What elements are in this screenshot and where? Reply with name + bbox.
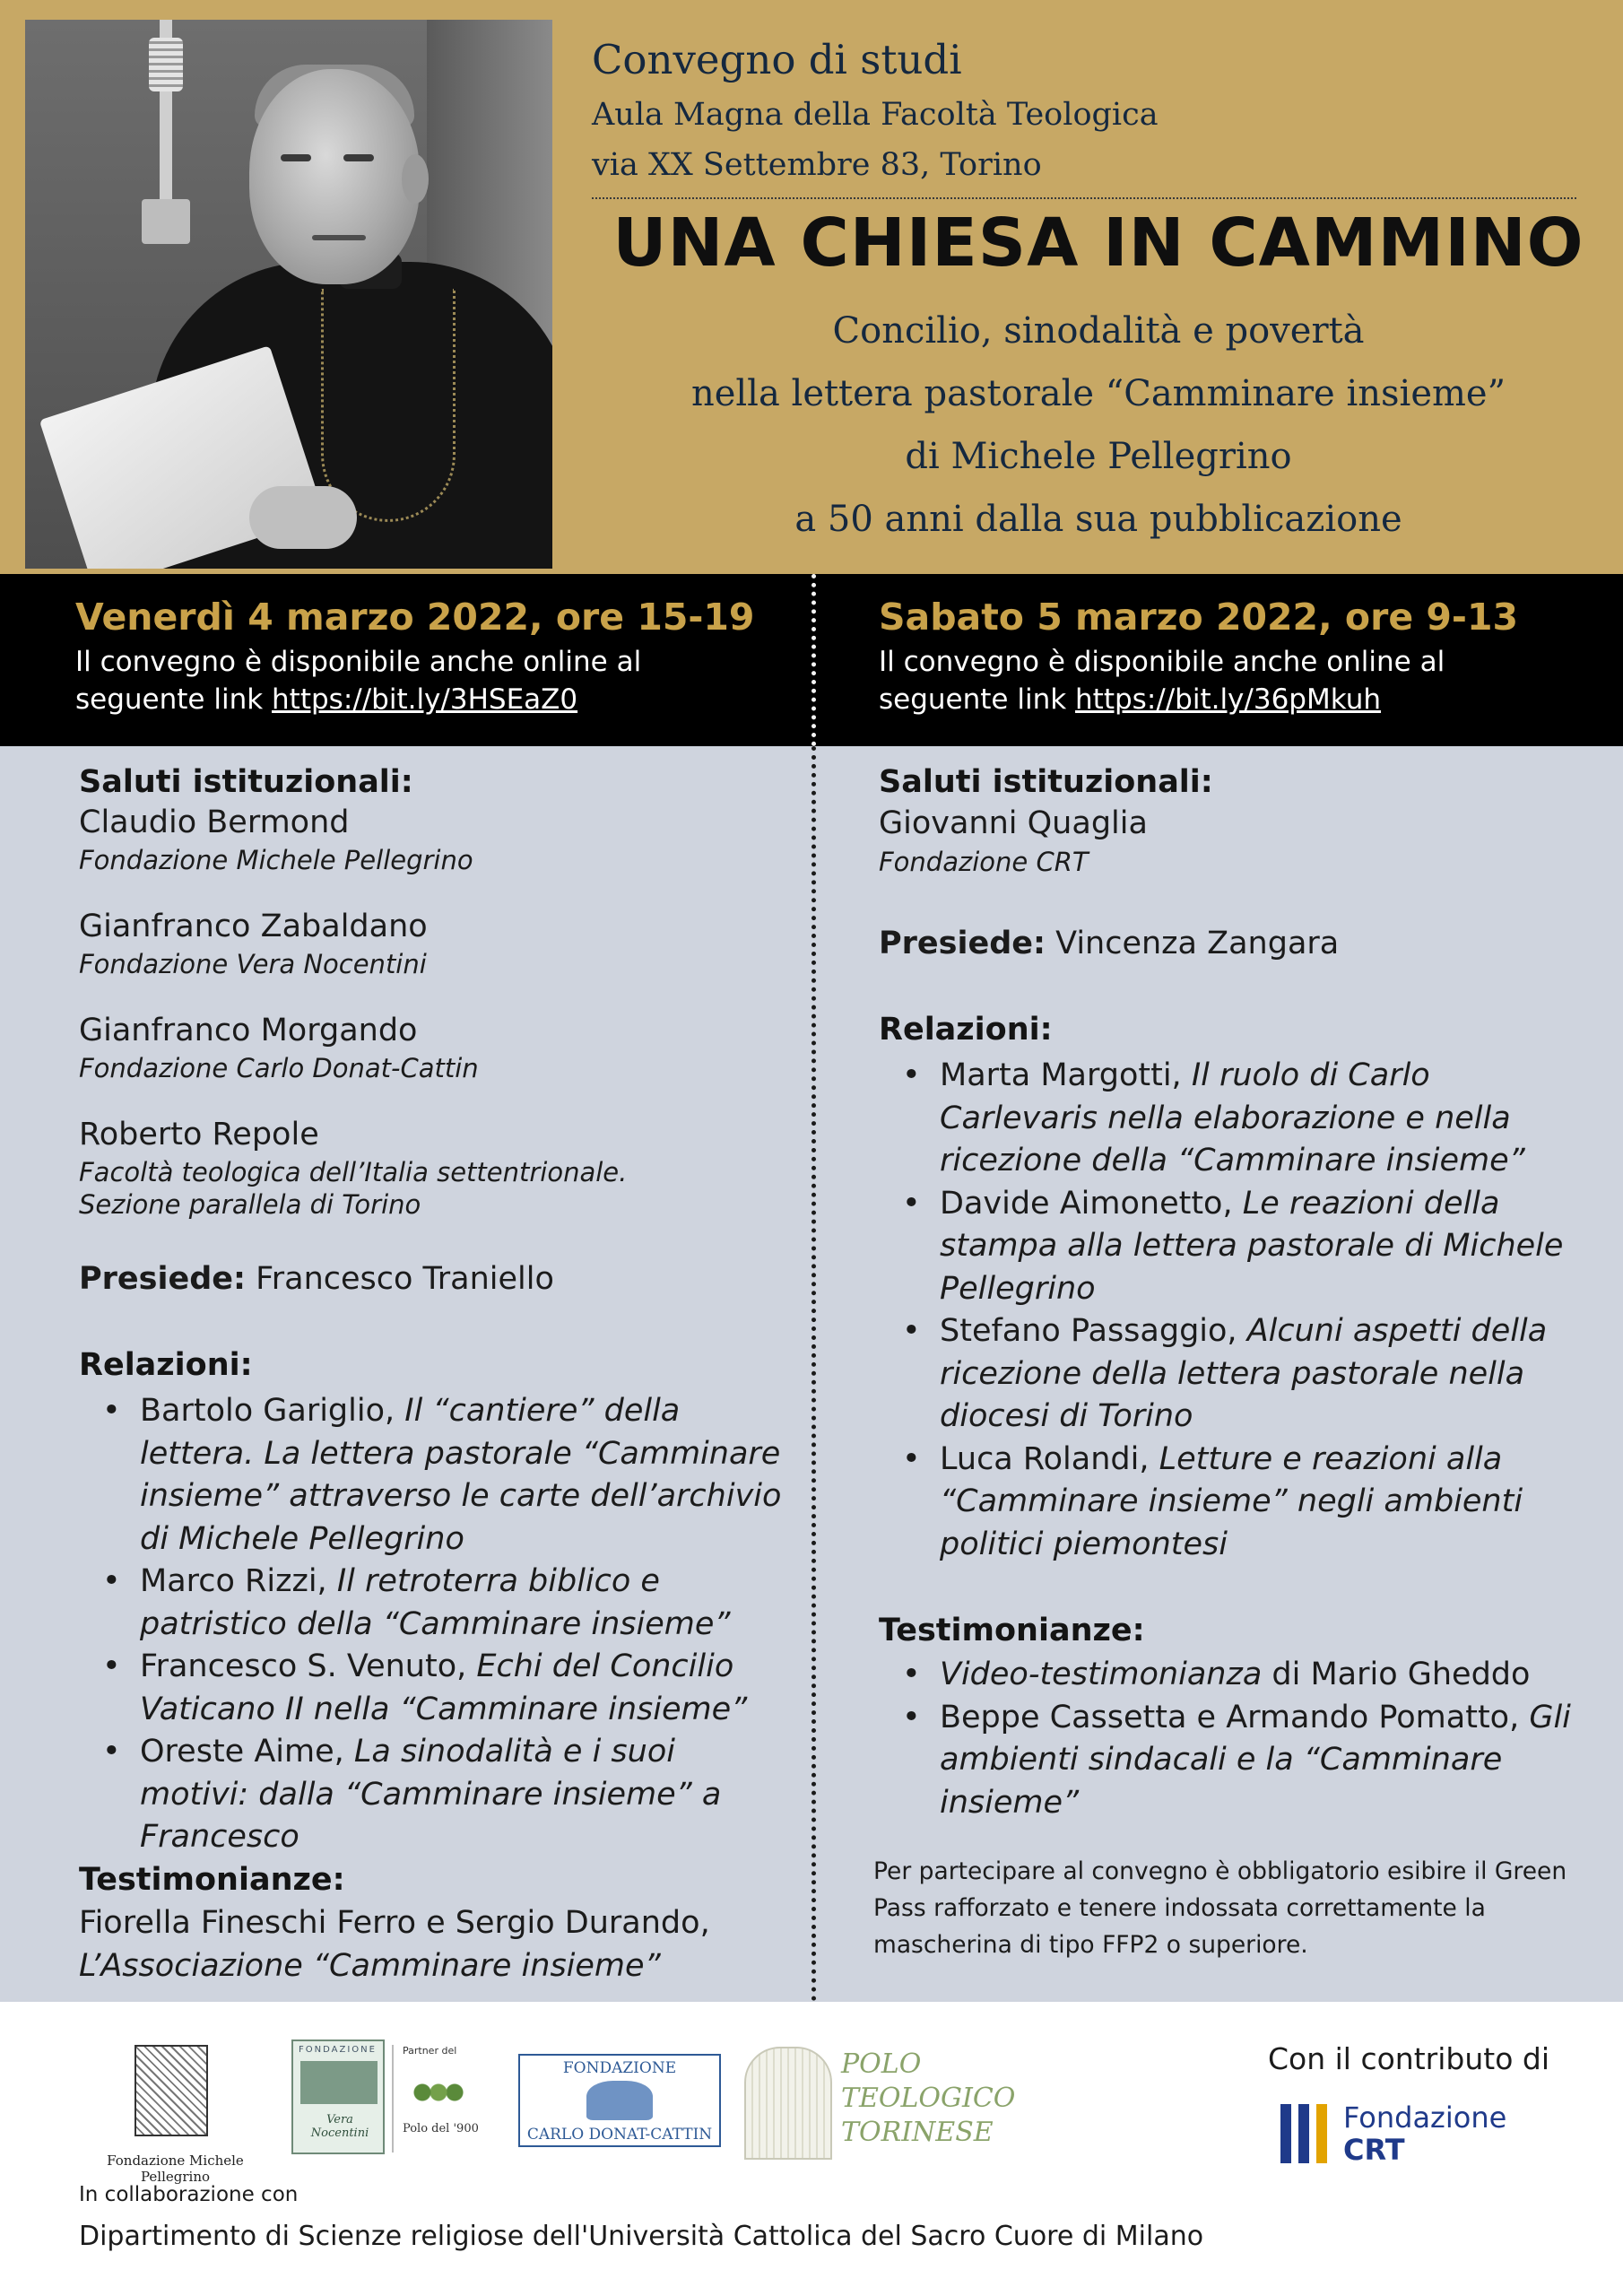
link-prefix: seguente link (879, 683, 1076, 716)
talk-speaker: Oreste Aime, (140, 1734, 354, 1770)
list-item (879, 1439, 1587, 1567)
list-item (879, 1697, 1587, 1825)
polo-900-mark (392, 2045, 487, 2152)
relazioni-list (79, 1390, 787, 1859)
talk-title: Il retroterra biblico e patristico della “Camminare insieme” (140, 1563, 731, 1642)
header-divider (592, 197, 1576, 199)
main-title: UNA CHIESA IN CAMMINO (612, 204, 1584, 282)
talk-speaker: Marta Margotti, (940, 1057, 1192, 1093)
partner-label: Partner del (403, 2045, 457, 2057)
saluti-name: Gianfranco Morgando (79, 1013, 418, 1048)
day-2-date: Sabato 5 marzo 2022, ore 9-13 (879, 596, 1518, 639)
logo-text: TORINESE (841, 2117, 994, 2148)
day-2-header (879, 574, 1596, 746)
saluti-org: Fondazione Michele Pellegrino (79, 845, 473, 875)
logo-fondazione-michele-pellegrino (79, 2045, 272, 2185)
logo-text: POLO (841, 2048, 922, 2080)
portal-icon (744, 2047, 832, 2160)
talk-speaker: Luca Rolandi, (940, 1440, 1159, 1477)
logo-text: Vera Nocentini (310, 2113, 369, 2140)
event-kind: Convegno di studi (592, 36, 962, 83)
column-divider (812, 746, 816, 2002)
testimonianze-title: L’Associazione “Camminare insieme” (79, 1948, 661, 1984)
talk-title: Il ruolo di Carlo Carlevaris nella elaborazione e nella ricezione della “Camminare insieme” (940, 1057, 1525, 1178)
talk-title: Letture e reazioni alla “Camminare insieme” negli ambienti politici piemontesi (940, 1440, 1523, 1562)
relazioni-heading: Relazioni: (879, 1012, 1053, 1048)
list-item (79, 1390, 787, 1561)
crt-bars-icon (1280, 2104, 1334, 2163)
venue-name: Aula Magna della Facoltà Teologica (592, 97, 1159, 133)
vera-nocentini-mark (291, 2039, 385, 2154)
link-prefix: seguente link (75, 683, 273, 716)
crest-icon (135, 2045, 208, 2136)
talk-title: Le reazioni della stampa alla lettera pastorale di Michele Pellegrino (940, 1185, 1564, 1307)
talk-speaker: Francesco S. Venuto, (140, 1648, 477, 1684)
header-text-block (592, 36, 1605, 565)
saluti-org: Sezione parallela di Torino (79, 1189, 421, 1220)
relazioni-heading: Relazioni: (79, 1347, 253, 1383)
logo-text: CRT (1343, 2133, 1405, 2167)
venue-address: via XX Settembre 83, Torino (592, 147, 1042, 183)
list-item (79, 1646, 787, 1731)
talk-title: Echi del Concilio Vaticano II nella “Camminare insieme” (140, 1648, 748, 1727)
presiede-label: Presiede: (79, 1261, 247, 1297)
saluti-name: Claudio Bermond (79, 804, 350, 840)
talk-speaker: Marco Rizzi, (140, 1563, 337, 1599)
subtitle-line: a 50 anni dalla sua pubblicazione (794, 499, 1402, 540)
saluti-heading: Saluti istituzionali: (79, 764, 413, 800)
talk-title: La sinodalità e i suoi motivi: dalla “Camminare insieme” a Francesco (140, 1734, 722, 1855)
subtitle-line: di Michele Pellegrino (905, 436, 1292, 477)
saluti-name: Gianfranco Zabaldano (79, 909, 428, 944)
talk-title: Alcuni aspetti della ricezione della lettera pastorale nella diocesi di Torino (940, 1313, 1548, 1434)
day-1-link-line (75, 683, 577, 716)
logo-text: TEOLOGICO (841, 2083, 1016, 2114)
logo-text: Fondazione (1343, 2100, 1507, 2135)
presiede-name: Francesco Traniello (246, 1261, 554, 1297)
logo-text: CARLO DONAT-CATTIN (526, 2126, 713, 2144)
contribution-label: Con il contributo di (1268, 2041, 1549, 2076)
collaboration-label: In collaborazione con (79, 2183, 299, 2206)
list-item (879, 1654, 1587, 1697)
saluti-org: Fondazione Carlo Donat-Cattin (79, 1053, 479, 1083)
subtitle-line: nella lettera pastorale “Camminare insieme” (690, 373, 1506, 414)
day-2-online-note: Il convegno è disponibile anche online al (879, 646, 1445, 678)
day-1-online-note: Il convegno è disponibile anche online al (75, 646, 642, 678)
logo-fondazione-donat-cattin (518, 2054, 721, 2147)
header-banner (0, 0, 1623, 574)
footer (0, 2002, 1623, 2296)
presiede-line (79, 1261, 554, 1297)
day-1-streaming-link[interactable]: https://bit.ly/3HSEaZ0 (272, 683, 578, 716)
collaboration-partner: Dipartimento di Scienze religiose dell'Università Cattolica del Sacro Cuore di Milano (79, 2221, 1204, 2252)
testimonianze-heading: Testimonianze: (79, 1862, 345, 1898)
presiede-label: Presiede: (879, 926, 1046, 961)
day-2-link-line (879, 683, 1381, 716)
band-divider (812, 574, 816, 746)
list-item (79, 1561, 787, 1646)
testimony-title: Gli ambienti sindacali e la “Camminare insieme” (940, 1699, 1571, 1821)
logo-text: FONDAZIONE (299, 2045, 377, 2055)
presiede-line (879, 926, 1339, 961)
logo-vera-nocentini (291, 2039, 489, 2156)
day-1-date: Venerdì 4 marzo 2022, ore 15-19 (75, 596, 755, 639)
building-icon (300, 2061, 378, 2104)
testimony-speaker: di Mario Gheddo (1262, 1657, 1531, 1692)
logo-caption: Fondazione Michele Pellegrino (107, 2152, 244, 2185)
logo-fondazione-crt (1280, 2100, 1549, 2172)
saluti-org: Fondazione Vera Nocentini (79, 949, 427, 979)
testimonianze-heading: Testimonianze: (879, 1613, 1145, 1648)
saluti-name: Roberto Repole (79, 1117, 319, 1152)
relazioni-list (879, 1055, 1587, 1566)
saluti-heading: Saluti istituzionali: (879, 764, 1213, 800)
day-2-streaming-link[interactable]: https://bit.ly/36pMkuh (1075, 683, 1382, 716)
saluti-org: Facoltà teologica dell’Italia settentrionale. (79, 1157, 628, 1187)
list-item (879, 1310, 1587, 1439)
logo-text: FONDAZIONE (562, 2059, 677, 2077)
logo-text: Polo del '900 (403, 2122, 479, 2135)
presiede-name: Vincenza Zangara (1046, 926, 1340, 961)
polo-900-icon (412, 2081, 465, 2104)
figure-icon (586, 2081, 653, 2120)
talk-title: Il “cantiere” della lettera. La lettera pastorale “Camminare insieme” attraverso le carte dell’archivio di Michele Pellegrino (140, 1393, 782, 1557)
day-1-header (75, 574, 793, 746)
saluti-name: Giovanni Quaglia (879, 805, 1148, 841)
green-pass-notice: Per partecipare al convegno è obbligatorio esibire il Green Pass rafforzato e tenere indossata correttamente la mascherina di tipo FFP2 o superiore. (873, 1857, 1567, 1959)
talk-speaker: Bartolo Gariglio, (140, 1393, 405, 1429)
portrait-photo (25, 20, 552, 569)
talk-speaker: Davide Aimonetto, (940, 1185, 1243, 1222)
testimony-title: Video-testimonianza (940, 1657, 1263, 1692)
list-item (879, 1055, 1587, 1183)
saluti-org: Fondazione CRT (879, 847, 1089, 877)
logo-polo-teologico-torinese (744, 2047, 1016, 2163)
subtitle-line: Concilio, sinodalità e povertà (832, 310, 1365, 352)
testimonianze-speakers: Fiorella Fineschi Ferro e Sergio Durando, (79, 1905, 710, 1941)
testimony-speaker: Beppe Cassetta e Armando Pomatto, (940, 1699, 1530, 1735)
list-item (79, 1731, 787, 1859)
testimonianze-list (879, 1654, 1587, 1824)
talk-speaker: Stefano Passaggio, (940, 1313, 1247, 1349)
list-item (879, 1183, 1587, 1311)
